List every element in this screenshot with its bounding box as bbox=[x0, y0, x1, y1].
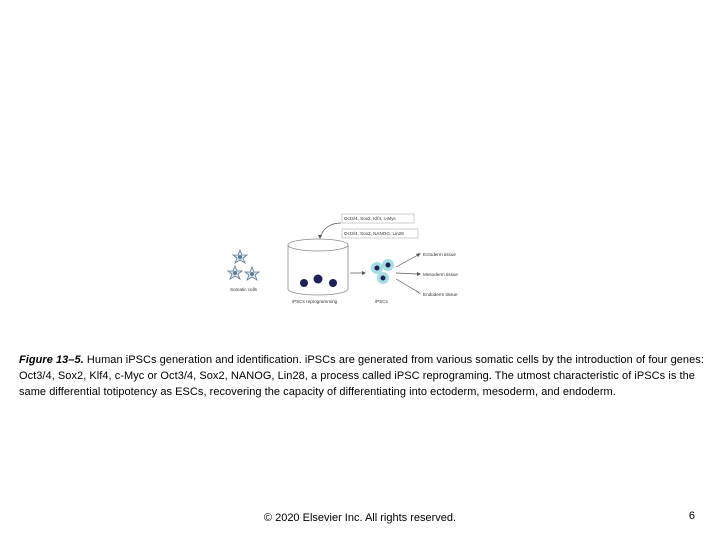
ipsc-cell bbox=[377, 272, 389, 284]
ipsc-figure bbox=[220, 205, 480, 310]
ipscs-label: iPSCs bbox=[375, 299, 388, 304]
differentiation-arrows bbox=[396, 253, 421, 294]
ipsc-colony bbox=[329, 279, 337, 287]
page-number: 6 bbox=[688, 510, 695, 522]
somatic-cell bbox=[228, 266, 242, 279]
ipsc-cell bbox=[382, 259, 394, 271]
copyright-footer: © 2020 Elsevier Inc. All rights reserved. bbox=[263, 512, 457, 524]
ipsc-dish-label: iPSCs reprogramming bbox=[292, 299, 338, 304]
ipscs bbox=[371, 259, 394, 304]
figure-caption bbox=[19, 352, 709, 400]
figure-number: Figure 13–5. bbox=[19, 354, 84, 366]
somatic-cell bbox=[245, 267, 259, 280]
factor-arrowhead bbox=[318, 235, 322, 239]
culture-dish bbox=[288, 239, 348, 304]
ipsc-colony bbox=[300, 279, 308, 287]
somatic-cell bbox=[233, 250, 247, 263]
factor-set-2: Oct3/4, Sox2, NANOG, Lin28 bbox=[344, 231, 404, 236]
mesoderm-label: Mesoderm tissue bbox=[423, 272, 458, 277]
factor-arrow bbox=[320, 223, 341, 237]
ipsc-diagram bbox=[220, 205, 480, 310]
endoderm-label: Endoderm tissue bbox=[423, 292, 458, 297]
ipsc-cell bbox=[371, 262, 383, 274]
factor-set-1: Oct3/4, Sox2, Klf4, c-Myc bbox=[344, 216, 396, 221]
ipsc-colony bbox=[314, 275, 323, 284]
somatic-cells bbox=[228, 250, 259, 292]
caption-text: Human iPSCs generation and identification. iPSCs are generated from various somatic cells by the introduction of four genes: Oct3/4, Sox2, Klf4, c-Myc or Oct3/4, Sox2, NANOG, Lin28, a process called iPSC reprograming. The utmost characteristic of iPSCs is the same differential totipotency as ESCs, recovering the capacity of differentiating into ectoderm, mesoderm, and endoderm. bbox=[19, 354, 704, 398]
somatic-cells-label: Somatic cells bbox=[230, 287, 258, 292]
ectoderm-label: Ectoderm tissue bbox=[423, 252, 456, 257]
to-ipsc-arrowhead bbox=[362, 271, 366, 275]
